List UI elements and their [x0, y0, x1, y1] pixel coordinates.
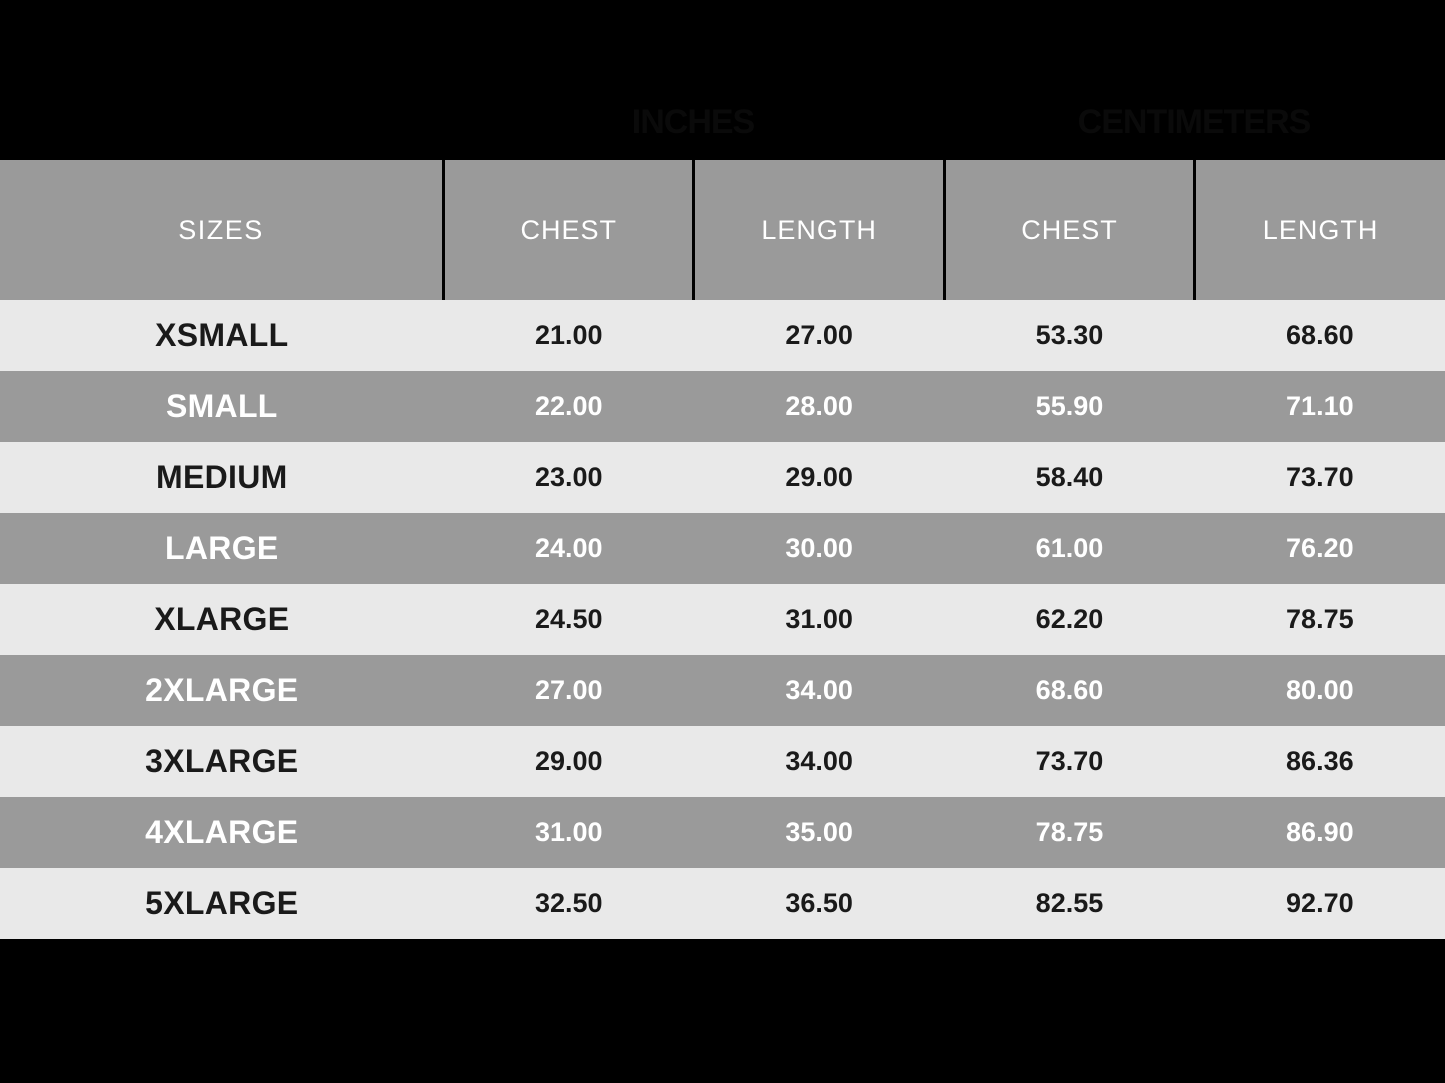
cell-cm-length: 71.10 — [1195, 371, 1445, 442]
cell-inches-chest: 21.00 — [444, 300, 694, 371]
cell-cm-chest: 82.55 — [944, 868, 1194, 939]
cell-inches-chest: 24.50 — [444, 584, 694, 655]
cell-cm-chest: 58.40 — [944, 442, 1194, 513]
cell-cm-length: 80.00 — [1195, 655, 1445, 726]
table-header — [0, 160, 1445, 300]
unit-group-headings — [0, 100, 1445, 150]
cell-cm-chest: 68.60 — [944, 655, 1194, 726]
table-row — [0, 655, 1445, 726]
cell-inches-length: 29.00 — [694, 442, 944, 513]
cell-inches-length: 34.00 — [694, 726, 944, 797]
table-row — [0, 371, 1445, 442]
cell-cm-length: 68.60 — [1195, 300, 1445, 371]
cell-size: LARGE — [0, 513, 444, 584]
cell-size: XLARGE — [0, 584, 444, 655]
cell-cm-length: 86.90 — [1195, 797, 1445, 868]
cell-inches-chest: 32.50 — [444, 868, 694, 939]
column-header-inches-length: LENGTH — [694, 160, 944, 300]
column-header-inches-chest: CHEST — [444, 160, 694, 300]
cell-inches-chest: 24.00 — [444, 513, 694, 584]
table-row — [0, 726, 1445, 797]
table-body — [0, 300, 1445, 939]
cell-inches-length: 27.00 — [694, 300, 944, 371]
cell-size: 3XLARGE — [0, 726, 444, 797]
cell-cm-chest: 62.20 — [944, 584, 1194, 655]
cell-size: XSMALL — [0, 300, 444, 371]
cell-inches-chest: 29.00 — [444, 726, 694, 797]
cell-cm-chest: 55.90 — [944, 371, 1194, 442]
cell-cm-length: 73.70 — [1195, 442, 1445, 513]
cell-cm-chest: 61.00 — [944, 513, 1194, 584]
table-row — [0, 442, 1445, 513]
cell-cm-length: 92.70 — [1195, 868, 1445, 939]
cell-inches-length: 30.00 — [694, 513, 944, 584]
table-row — [0, 513, 1445, 584]
cell-size: MEDIUM — [0, 442, 444, 513]
cell-inches-length: 34.00 — [694, 655, 944, 726]
column-header-sizes: SIZES — [0, 160, 444, 300]
cell-inches-length: 35.00 — [694, 797, 944, 868]
size-chart-table — [0, 160, 1445, 939]
table-row — [0, 868, 1445, 939]
cell-inches-chest: 22.00 — [444, 371, 694, 442]
cell-size: SMALL — [0, 371, 444, 442]
cell-size: 5XLARGE — [0, 868, 444, 939]
column-header-cm-length: LENGTH — [1195, 160, 1445, 300]
cell-inches-length: 36.50 — [694, 868, 944, 939]
header-row — [0, 160, 1445, 300]
cell-cm-length: 78.75 — [1195, 584, 1445, 655]
cell-size: 2XLARGE — [0, 655, 444, 726]
cell-cm-chest: 73.70 — [944, 726, 1194, 797]
cell-cm-length: 76.20 — [1195, 513, 1445, 584]
table-row — [0, 584, 1445, 655]
cell-cm-length: 86.36 — [1195, 726, 1445, 797]
table-row — [0, 300, 1445, 371]
cell-size: 4XLARGE — [0, 797, 444, 868]
table-row — [0, 797, 1445, 868]
cell-inches-chest: 23.00 — [444, 442, 694, 513]
cell-inches-length: 28.00 — [694, 371, 944, 442]
column-header-cm-chest: CHEST — [944, 160, 1194, 300]
cell-cm-chest: 53.30 — [944, 300, 1194, 371]
unit-heading-inches: INCHES — [631, 103, 755, 141]
cell-cm-chest: 78.75 — [944, 797, 1194, 868]
cell-inches-chest: 27.00 — [444, 655, 694, 726]
cell-inches-chest: 31.00 — [444, 797, 694, 868]
unit-heading-centimeters: CENTIMETERS — [1077, 103, 1311, 141]
cell-inches-length: 31.00 — [694, 584, 944, 655]
